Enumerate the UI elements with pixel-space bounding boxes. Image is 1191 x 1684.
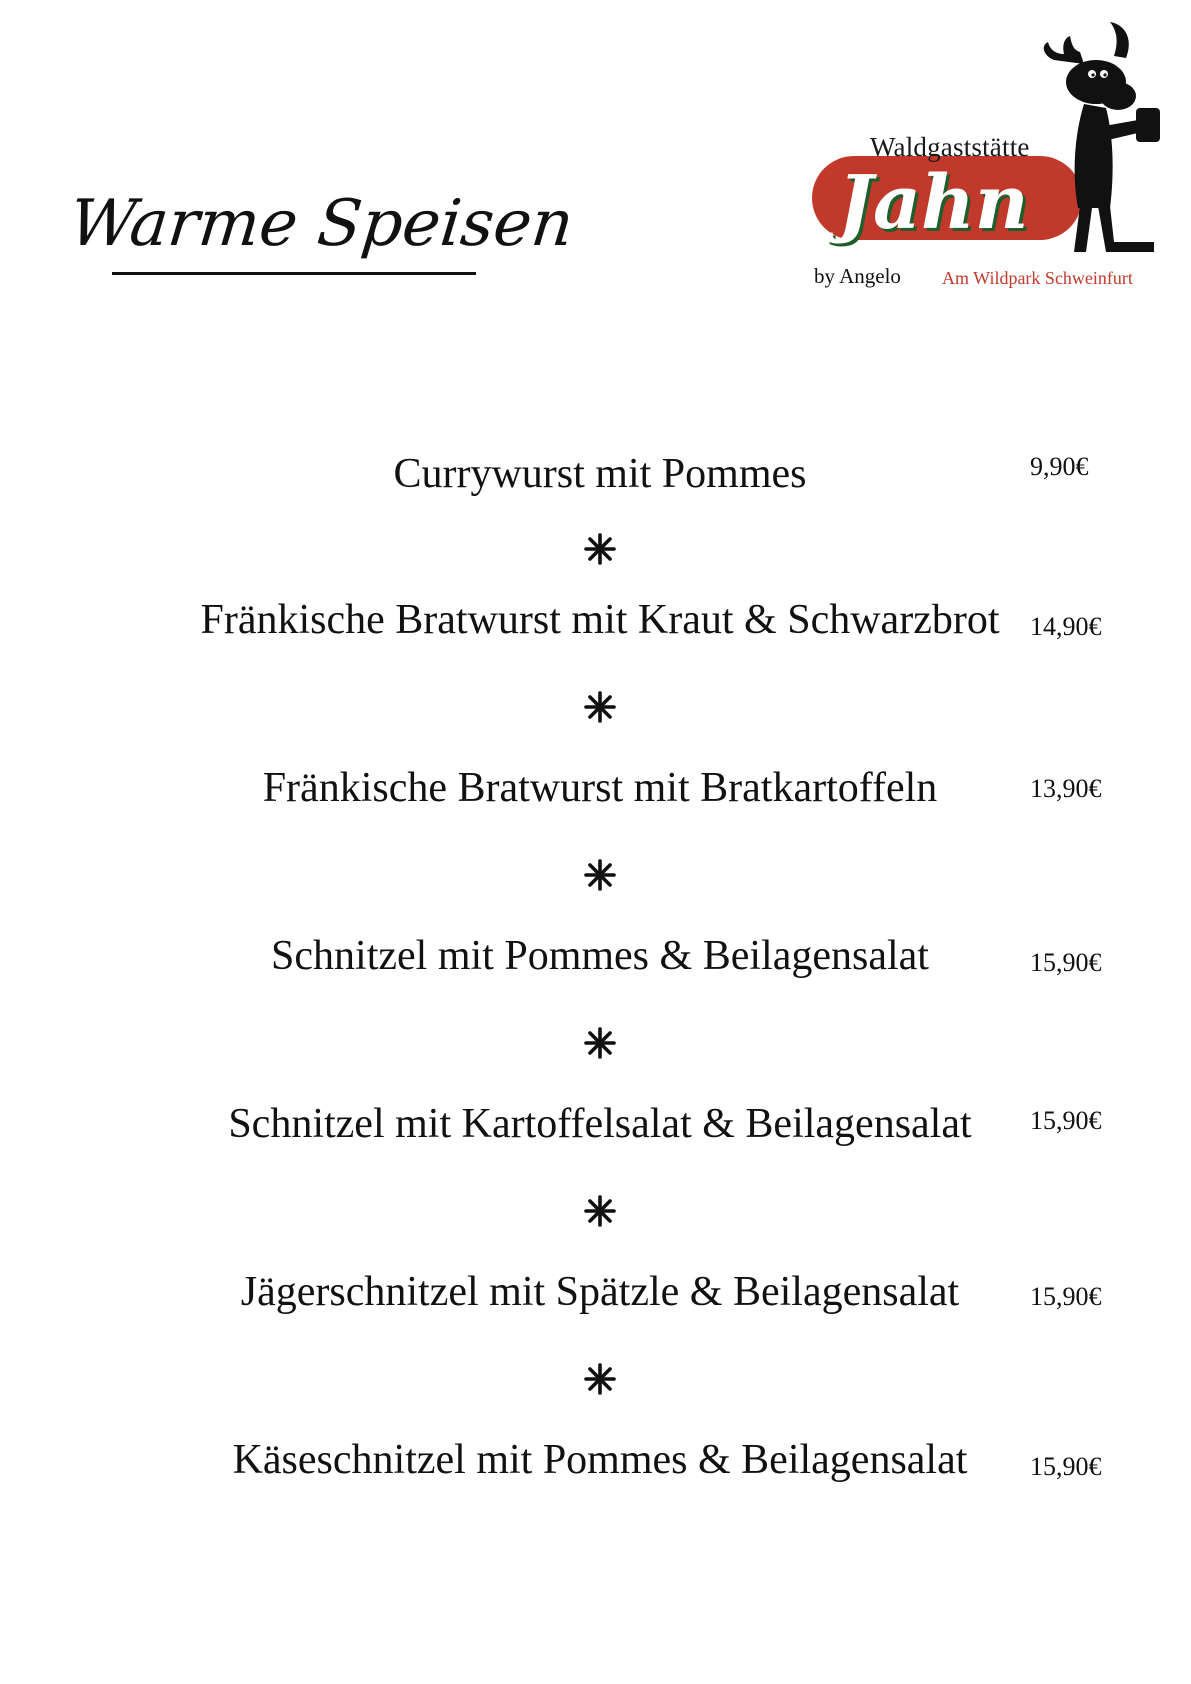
menu-item xyxy=(0,1094,1191,1154)
dish-price: 15,90€ xyxy=(1030,1282,1102,1311)
dish-name: Fränkische Bratwurst mit Kraut & Schwarzbrot xyxy=(200,597,1000,643)
moose-mascot-icon xyxy=(1014,16,1170,266)
dish-price: 15,90€ xyxy=(1030,1106,1102,1135)
asterisk-icon xyxy=(570,1026,630,1066)
menu-item xyxy=(0,926,1191,986)
menu-item xyxy=(0,444,1191,504)
dish-name: Fränkische Bratwurst mit Bratkartoffeln xyxy=(262,765,938,811)
menu-item xyxy=(0,590,1191,650)
dish-price: 9,90€ xyxy=(1030,452,1089,481)
logo-location: Am Wildpark Schweinfurt xyxy=(942,268,1133,288)
dish-name: Schnitzel mit Kartoffelsalat & Beilagensalat xyxy=(228,1101,972,1147)
title-underline xyxy=(112,272,476,275)
restaurant-logo xyxy=(808,16,1168,296)
asterisk-icon xyxy=(570,532,630,572)
asterisk-icon xyxy=(570,1194,630,1234)
logo-brand-top: Waldgaststätte xyxy=(870,132,1030,162)
asterisk-icon xyxy=(570,1362,630,1402)
dish-price: 13,90€ xyxy=(1030,774,1102,803)
logo-brand-name: Jahn xyxy=(838,160,1029,246)
dish-name: Currywurst mit Pommes xyxy=(393,451,807,497)
menu-item xyxy=(0,758,1191,818)
dish-name: Käseschnitzel mit Pommes & Beilagensalat xyxy=(232,1437,968,1483)
dish-name: Jägerschnitzel mit Spätzle & Beilagensalat xyxy=(240,1269,960,1315)
dish-price: 14,90€ xyxy=(1030,612,1102,641)
menu-item xyxy=(0,1262,1191,1322)
logo-by-line: by Angelo xyxy=(814,264,901,288)
asterisk-icon xyxy=(570,690,630,730)
dish-price: 15,90€ xyxy=(1030,1452,1102,1481)
dish-price: 15,90€ xyxy=(1030,948,1102,977)
menu-item xyxy=(0,1430,1191,1490)
page-title: Warme Speisen xyxy=(66,187,577,261)
dish-name: Schnitzel mit Pommes & Beilagensalat xyxy=(271,933,929,979)
asterisk-icon xyxy=(570,858,630,898)
